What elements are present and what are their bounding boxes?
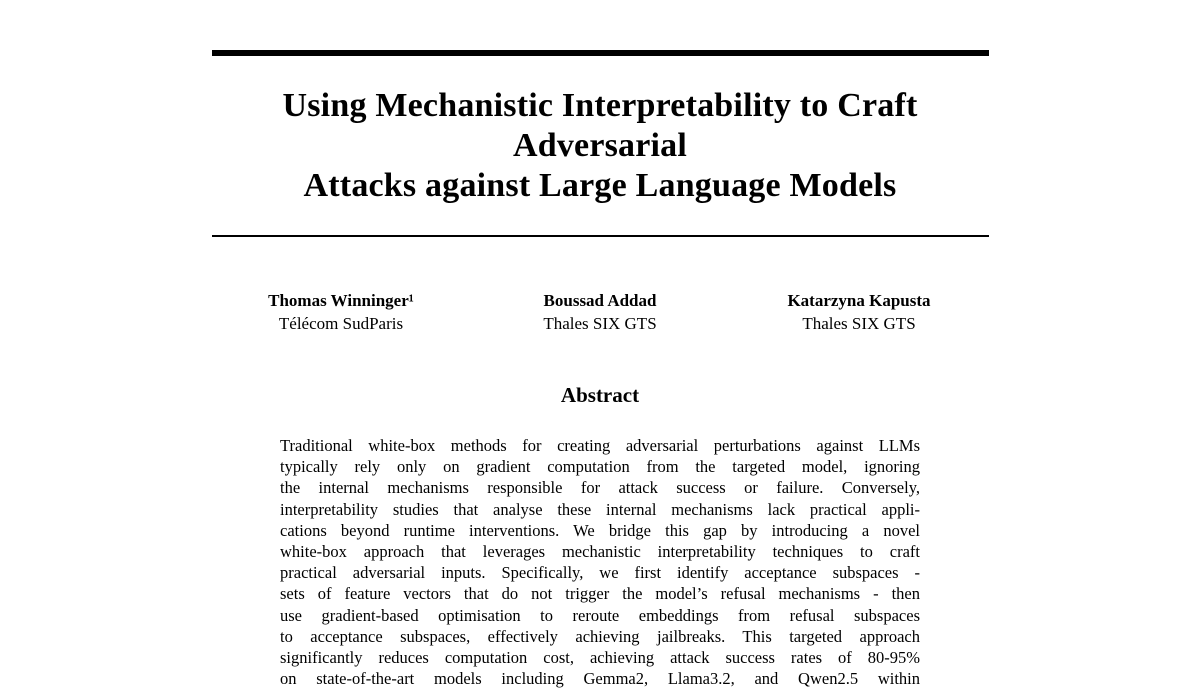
author-affiliation: Thales SIX GTS [543,314,657,333]
author-block-2 [471,289,730,335]
abstract-body [280,435,920,689]
author-affiliation: Télécom SudParis [278,314,404,333]
title-line-1: Using Mechanistic Interpretability to Craft Adversarial [282,87,918,164]
abstract-line: interpretability studies that analyse these internal mechanisms lack practical appli- [280,499,920,519]
authors-row [212,289,989,335]
paper-sheet [212,50,989,689]
abstract-line: significantly reduces computation cost, achieving attack success rates of 80-95% [280,648,920,668]
abstract-line: practical adversarial inputs. Specifically, we first identify acceptance subspaces - [280,563,920,583]
title-bottom-rule [212,235,989,237]
abstract-line: cations beyond runtime interventions. We bridge this gap by introducing a novel [280,520,920,540]
abstract-line: to acceptance subspaces, effectively achieving jailbreaks. This targeted approach [280,626,920,646]
author-name: Boussad Addad [543,291,657,310]
abstract-line: on state-of-the-art models including Gemma2, Llama3.2, and Qwen2.5 within [280,669,920,689]
abstract-line: the internal mechanisms responsible for attack success or failure. Conversely, [280,478,920,498]
abstract-line: sets of feature vectors that do not trigger the model’s refusal mechanisms - then [280,584,920,604]
title-line-2: Attacks against Large Language Models [303,167,897,204]
author-block-1 [212,289,471,335]
paper-page [0,50,1200,698]
abstract-line: use gradient-based optimisation to reroute embeddings from refusal subspaces [280,605,920,625]
abstract-line: typically rely only on gradient computation from the targeted model, ignoring [280,457,920,477]
abstract-heading: Abstract [560,383,640,407]
page-title [212,86,989,206]
top-rule [212,50,989,56]
author-block-3 [730,289,989,335]
abstract-line: Traditional white-box methods for creating adversarial perturbations against LLMs [280,436,920,455]
author-name: Katarzyna Kapusta [787,291,931,310]
author-name: Thomas Winninger¹ [268,291,414,310]
author-affiliation: Thales SIX GTS [802,314,916,333]
abstract-line: white-box approach that leverages mechanistic interpretability techniques to craft [280,542,920,562]
